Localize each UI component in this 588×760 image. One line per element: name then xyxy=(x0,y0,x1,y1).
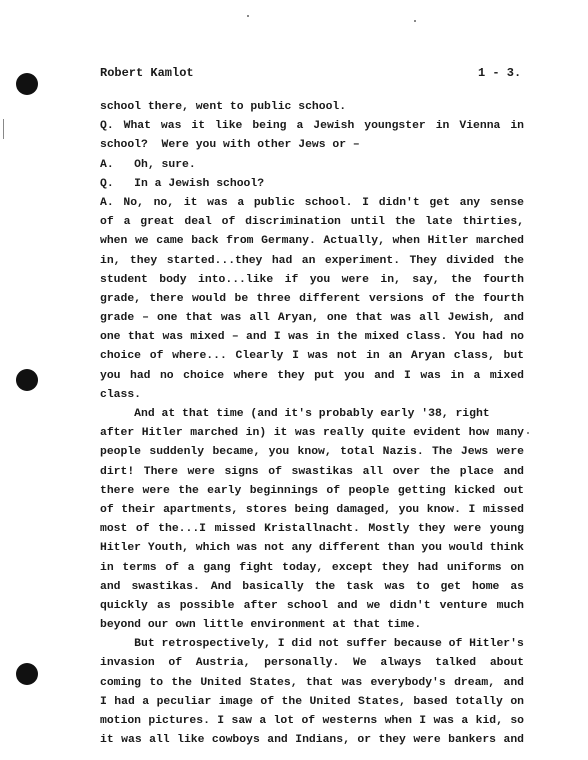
transcript-line: A. Oh, sure. xyxy=(100,158,196,171)
transcript-line: of their apartments, stores being damaged, you know. I missed xyxy=(100,503,524,516)
transcript-line: Q. What was it like being a Jewish youngster in Vienna in xyxy=(100,120,524,133)
transcript-line: coming to the United States, that was everybody's dream, and xyxy=(100,676,524,689)
transcript-line: one that was mixed – and I was in the mixed class. You had no xyxy=(100,331,524,344)
transcript-line: But retrospectively, I did not suffer because of Hitler's xyxy=(100,638,524,651)
transcript-line: student body into...like if you were in, say, the fourth xyxy=(100,273,524,286)
transcript-line: invasion of Austria, personally. We always talked about xyxy=(100,657,524,670)
header-page-number: 1 - 3. xyxy=(478,66,522,80)
transcript-line: choice of where... Clearly I was not in an Aryan class, but xyxy=(100,350,524,363)
transcript-line: there were the early beginnings of people getting kicked out xyxy=(100,484,524,497)
transcript-line: beyond our own little environment at that time. xyxy=(100,619,422,632)
transcript-line: Q. In a Jewish school? xyxy=(100,177,265,190)
transcript-line: it was all like cowboys and Indians, or they were bankers and xyxy=(100,734,524,747)
scan-speck xyxy=(527,432,529,434)
transcript-line: school there, went to public school. xyxy=(100,101,347,113)
transcript-line: in terms of a gang fight today, except they had uniforms on xyxy=(100,561,524,574)
transcript-body xyxy=(100,98,524,750)
transcript-line: school? Were you with other Jews or – xyxy=(100,139,360,152)
transcript-line: quickly as possible after school and we didn't venture much xyxy=(100,599,524,612)
binder-hole-middle xyxy=(16,369,38,391)
transcript-line: grade – one that was all Aryan, one that was all Jewish, and xyxy=(100,312,524,325)
transcript-line: most of the...I missed Kristallnacht. Mostly they were young xyxy=(100,523,524,536)
transcript-line: motion pictures. I saw a lot of westerns when I was a kid, so xyxy=(100,715,524,727)
transcript-line: of a great deal of discrimination until the late thirties, xyxy=(100,216,524,229)
transcript-line: Hitler Youth, which was not any different than you would think xyxy=(100,542,524,555)
transcript-line: in, they started...they had an experiment. They divided the xyxy=(100,254,524,267)
transcript-line: dirt! There were signs of swastikas all over the place and xyxy=(100,465,524,478)
transcript-line: people suddenly became, you know, total Nazis. The Jews were xyxy=(100,446,524,459)
binder-hole-top xyxy=(16,73,38,95)
scan-speck xyxy=(3,119,4,139)
transcript-line: And at that time (and it's probably early '38, right xyxy=(100,408,490,420)
transcript-line: when we came back from Germany. Actually, when Hitler marched xyxy=(100,235,524,248)
transcript-line: grade, there would be three different versions of the fourth xyxy=(100,292,524,305)
transcript-line: I had a peculiar image of the United States, based totally on xyxy=(100,695,524,708)
transcript-line: A. No, no, it was a public school. I didn't get any sense xyxy=(100,196,524,209)
scan-speck xyxy=(414,20,416,22)
transcript-line: after Hitler marched in) it was really quite evident how many xyxy=(100,427,524,440)
binder-hole-bottom xyxy=(16,663,38,685)
scan-speck xyxy=(247,15,249,17)
transcript-line: class. xyxy=(100,388,142,401)
transcript-line: and swastikas. And basically the task was to get home as xyxy=(100,580,524,593)
header-interviewee-name: Robert Kamlot xyxy=(100,66,194,80)
transcript-line: you had no choice where they put you and I was in a mixed xyxy=(100,369,524,382)
